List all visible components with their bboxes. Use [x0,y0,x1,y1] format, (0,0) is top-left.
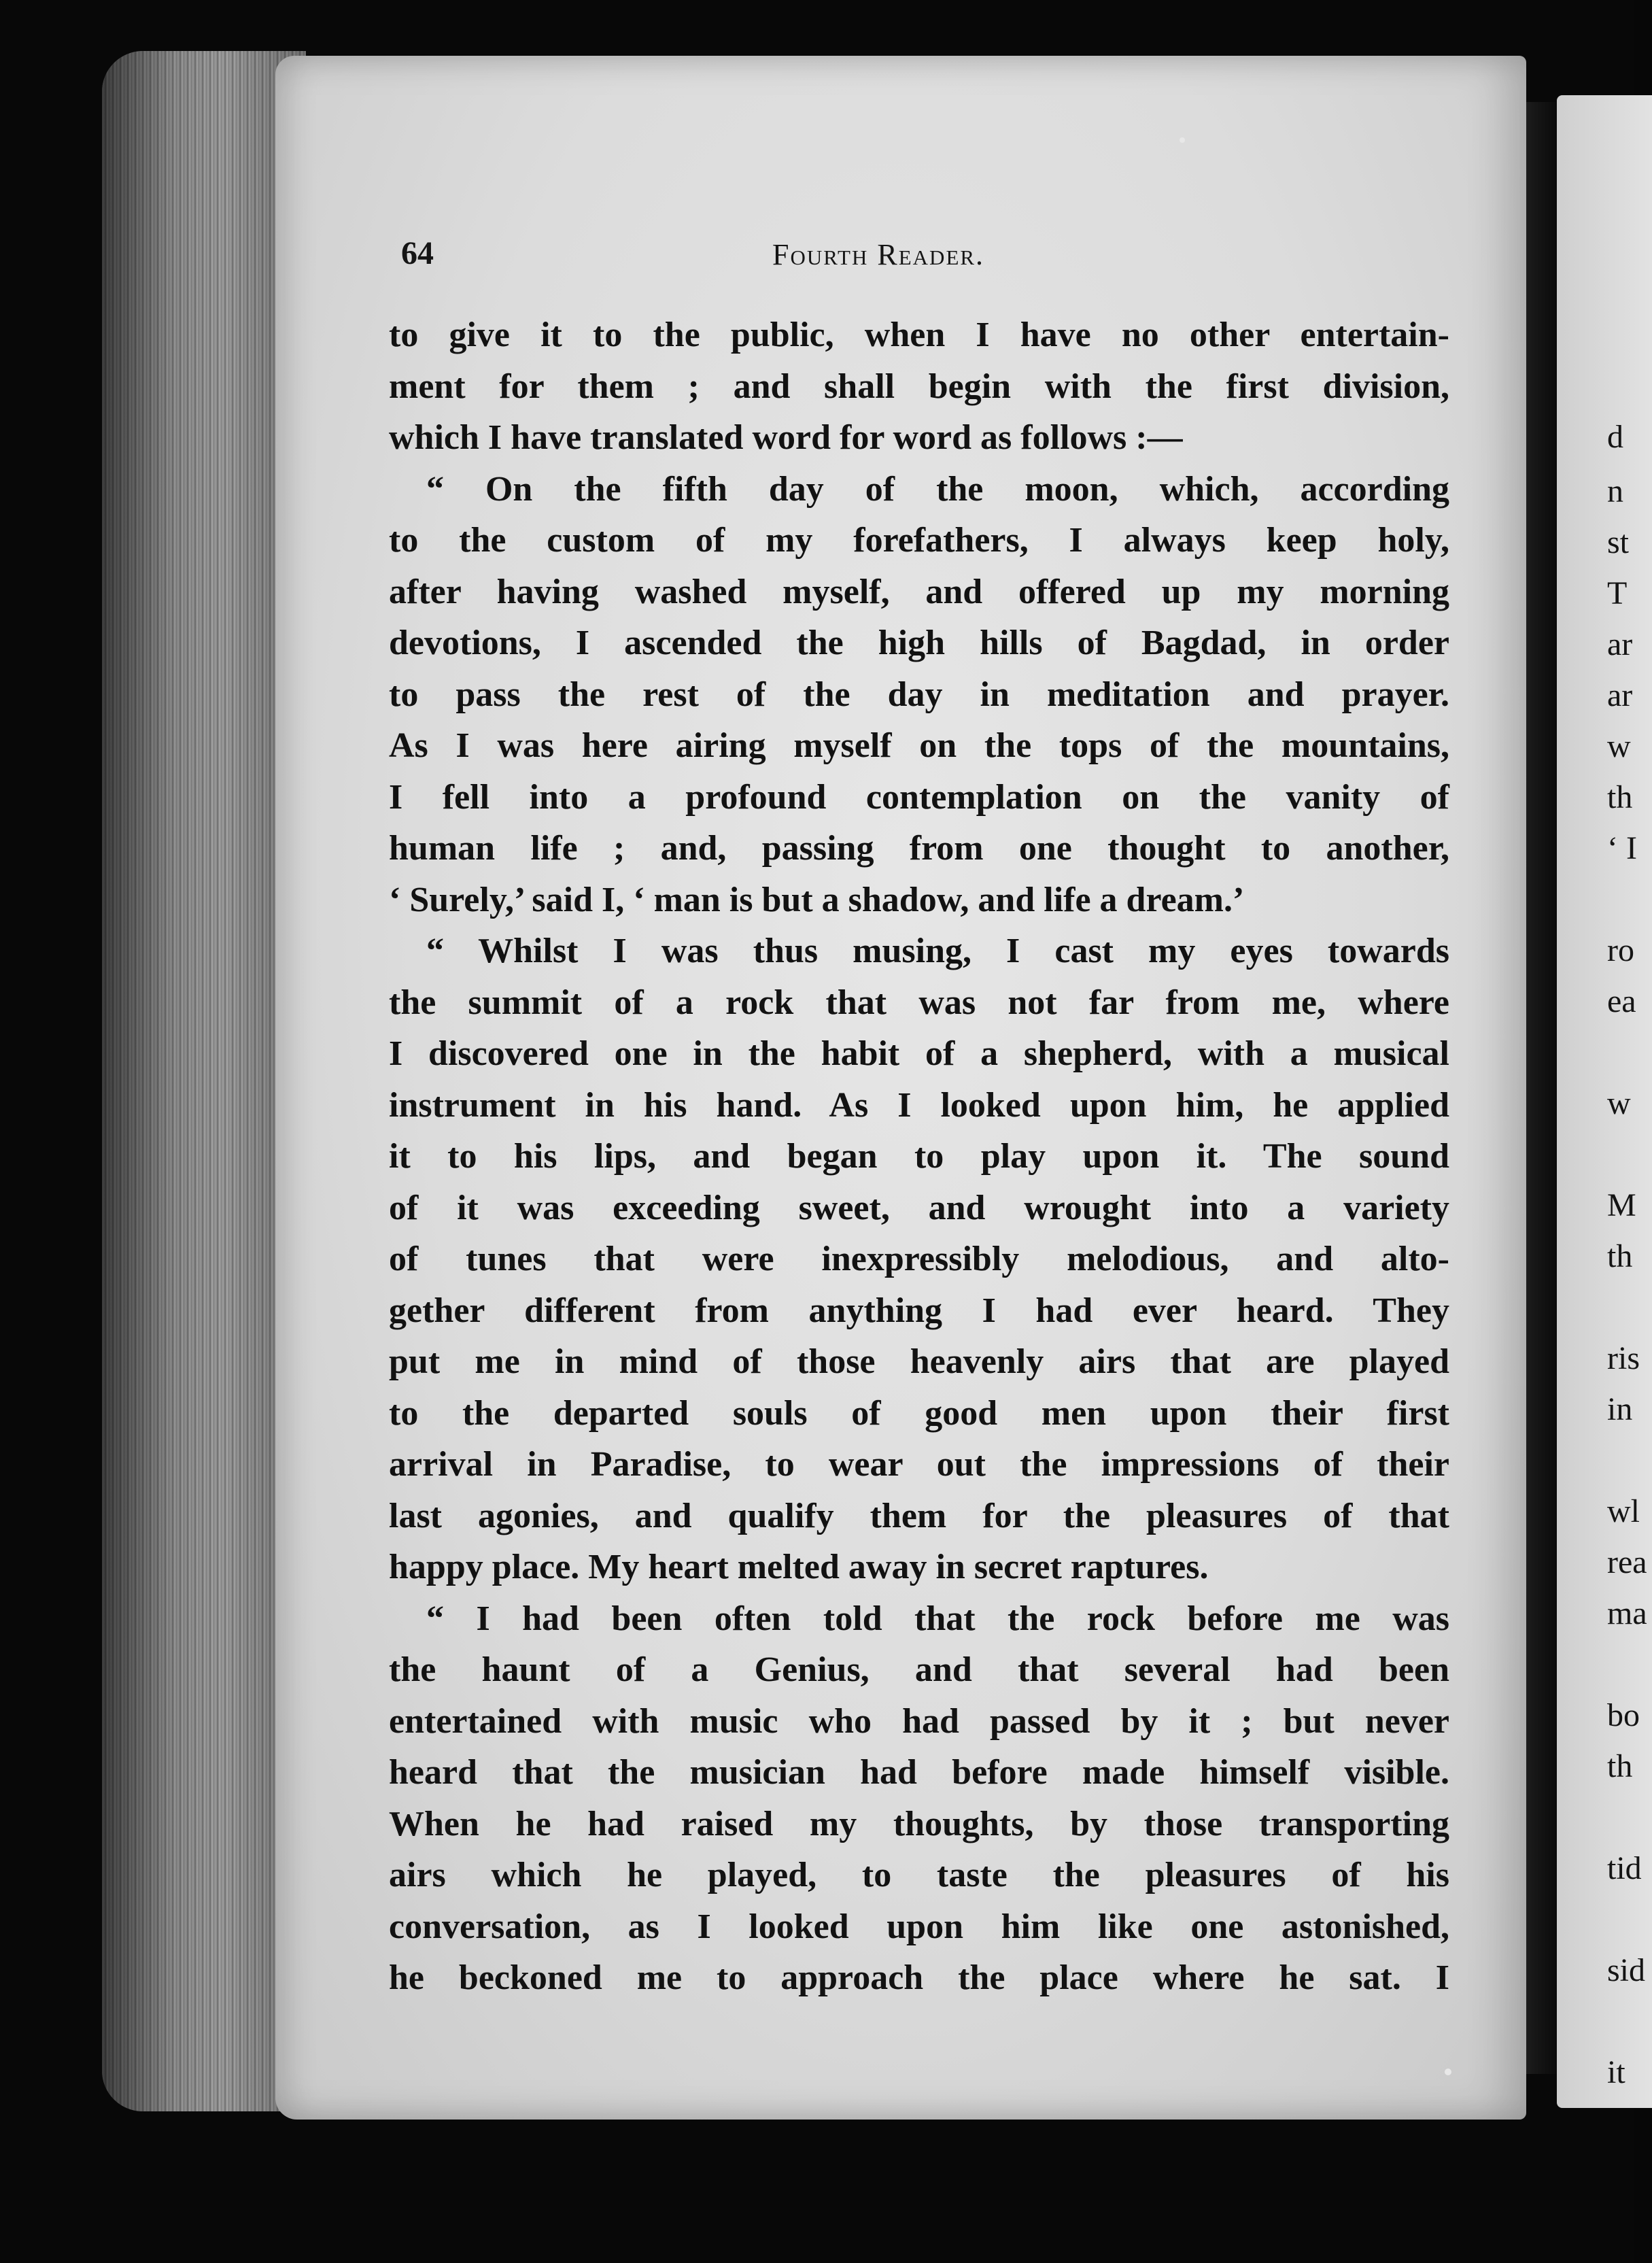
text-line: arrival in Paradise, to wear out the impressions of their [389,1445,1449,1484]
text-line: “ Whilst I was thus musing, I cast my eyes towards [426,932,1449,970]
text-line: I discovered one in the habit of a shepherd, with a musical [389,1034,1449,1073]
text-line: it to his lips, and began to play upon it. The sound [389,1137,1449,1176]
text-line: after having washed myself, and offered up my morning [389,572,1449,611]
facing-fragment: ar [1607,626,1633,662]
text-line: which I have translated word for word as follows :— [389,418,1183,457]
paper-speck [1180,137,1185,143]
facing-fragment: ro [1607,932,1634,968]
paper-speck [1445,2069,1451,2075]
text-line: ‘ Surely,’ said I, ‘ man is but a shadow, and life a dream.’ [389,880,1245,919]
facing-fragment: bo [1607,1697,1640,1733]
text-line: human life ; and, passing from one thought to another, [389,829,1449,868]
text-line: last agonies, and qualify them for the pleasures of that [389,1496,1449,1535]
text-line: the summit of a rock that was not far from me, where [389,983,1449,1022]
text-line: instrument in his hand. As I looked upon him, he applied [389,1085,1449,1125]
facing-fragment: th [1607,779,1633,815]
facing-fragment: in [1607,1391,1633,1427]
text-line: When he had raised my thoughts, by those transporting [389,1804,1449,1843]
body-text [389,309,1449,2004]
facing-fragment: ea [1607,983,1636,1019]
text-line: As I was here airing myself on the tops of the mountains, [389,726,1449,765]
facing-fragment: rea [1607,1544,1647,1580]
facing-fragment: th [1607,1238,1633,1274]
facing-fragment: d [1607,419,1623,455]
text-line: “ On the fifth day of the moon, which, according [426,469,1449,509]
text-line: of tunes that were inexpressibly melodious, and alto- [389,1240,1449,1278]
facing-fragment: wl [1607,1493,1640,1529]
text-line: gether different from anything I had ever heard. They [389,1291,1449,1330]
text-line: “ I had been often told that the rock before me was [426,1599,1449,1638]
facing-fragment: w [1607,728,1631,764]
facing-fragment: n [1607,473,1623,509]
text-line: to the departed souls of good men upon their first [389,1393,1449,1433]
facing-fragment: M [1607,1187,1636,1223]
facing-page [1557,95,1652,2108]
facing-fragment: ma [1607,1595,1647,1631]
text-line: entertained with music who had passed by it ; but never [389,1701,1449,1741]
facing-fragment: th [1607,1748,1633,1784]
text-line: ment for them ; and shall begin with the first division, [389,367,1449,406]
page-title: Fourth Reader. [772,238,985,271]
running-head [401,235,1475,282]
facing-fragment: st [1607,524,1630,560]
text-line: of it was exceeding sweet, and wrought into a variety [389,1188,1449,1227]
text-line: the haunt of a Genius, and that several had been [389,1650,1449,1689]
text-line: I fell into a profound contemplation on the vanity of [389,777,1449,817]
text-line: conversation, as I looked upon him like one astonished, [389,1907,1449,1946]
text-line: to pass the rest of the day in meditation and prayer. [389,675,1449,714]
text-line: to the custom of my forefathers, I always keep holy, [389,521,1449,560]
text-line: devotions, I ascended the high hills of Bagdad, in order [389,624,1449,662]
page-number: 64 [401,235,434,271]
text-line: put me in mind of those heavenly airs that are played [389,1342,1449,1381]
text-line: happy place. My heart melted away in secret raptures. [389,1548,1209,1586]
facing-fragment: ar [1607,677,1633,713]
text-line: he beckoned me to approach the place where he sat. I [389,1958,1449,1997]
facing-fragment: w [1607,1085,1631,1121]
book-gutter [1526,102,1557,2074]
facing-fragment: sid [1607,1952,1646,1988]
text-line: heard that the musician had before made himself visible. [389,1753,1449,1792]
text-line: to give it to the public, when I have no other entertain- [389,316,1449,354]
facing-fragment: T [1607,575,1628,611]
text-line: airs which he played, to taste the pleasures of his [389,1856,1449,1894]
facing-fragment: ‘ I [1607,830,1637,866]
facing-fragment: tid [1607,1850,1642,1886]
facing-fragment: it [1607,2054,1625,2090]
facing-fragment: ris [1607,1340,1640,1376]
